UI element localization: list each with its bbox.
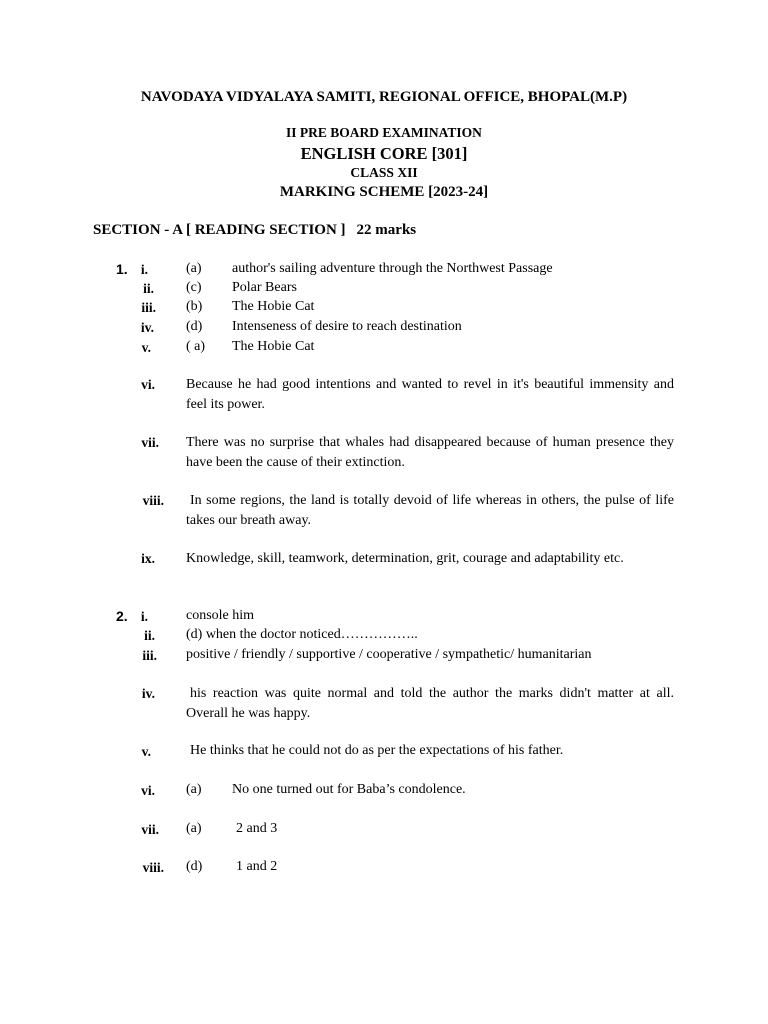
item-answer: 1 and 2 bbox=[236, 859, 278, 874]
item-answer: his reaction was quite normal and told the author the marks didn't matter at all. Overall he was happy. bbox=[186, 686, 674, 721]
item-roman: vii. bbox=[141, 822, 159, 837]
item-option: (d) bbox=[186, 859, 203, 874]
item-roman: viii. bbox=[142, 860, 164, 875]
item-option: ( a) bbox=[186, 339, 206, 354]
item-roman: iv. bbox=[140, 320, 154, 335]
section-title: SECTION - A [ READING SECTION ] bbox=[93, 222, 346, 238]
question-number: 2. bbox=[116, 608, 128, 624]
item-answer: He thinks that he could not do as per the expectations of his father. bbox=[190, 743, 564, 758]
section-heading bbox=[93, 222, 416, 239]
item-answer: The Hobie Cat bbox=[232, 299, 315, 314]
item-answer: The Hobie Cat bbox=[232, 339, 315, 354]
item-answer: In some regions, the land is totally devoid of life whereas in others, the pulse of life takes our breath away. bbox=[186, 493, 674, 528]
question-number: 1. bbox=[116, 261, 128, 277]
item-roman: iii. bbox=[141, 300, 156, 315]
item-roman: v. bbox=[141, 744, 151, 759]
item-answer: No one turned out for Baba’s condolence. bbox=[232, 782, 466, 797]
item-roman: ii. bbox=[144, 628, 155, 643]
item-answer: 2 and 3 bbox=[236, 821, 278, 836]
item-roman: viii. bbox=[142, 493, 164, 508]
organization-title: NAVODAYA VIDYALAYA SAMITI, REGIONAL OFFICE, BHOPAL(M.P) bbox=[140, 89, 628, 105]
item-answer: author's sailing adventure through the Northwest Passage bbox=[232, 261, 553, 276]
item-roman: iii. bbox=[142, 648, 157, 663]
item-answer: Knowledge, skill, teamwork, determination, grit, courage and adaptability etc. bbox=[186, 551, 624, 566]
item-roman: ix. bbox=[141, 551, 155, 566]
subject-title: ENGLISH CORE [301] bbox=[300, 144, 468, 163]
class-title: CLASS XII bbox=[350, 165, 418, 180]
section-marks: 22 marks bbox=[356, 222, 417, 238]
item-option: (d) bbox=[186, 319, 203, 334]
item-roman: vi. bbox=[141, 377, 155, 392]
exam-title: II PRE BOARD EXAMINATION bbox=[286, 125, 482, 140]
item-answer: positive / friendly / supportive / cooperative / sympathetic/ humanitarian bbox=[186, 647, 592, 662]
item-answer: Because he had good intentions and wanted to revel in it's beautiful immensity and feel its power. bbox=[186, 377, 674, 412]
item-answer: Intenseness of desire to reach destination bbox=[232, 319, 462, 334]
item-answer: (d) when the doctor noticed…………….. bbox=[186, 627, 418, 642]
item-roman: vii. bbox=[141, 435, 159, 450]
item-answer: Polar Bears bbox=[232, 280, 297, 295]
item-roman: i. bbox=[140, 262, 148, 277]
item-roman: v. bbox=[141, 340, 151, 355]
item-option: (a) bbox=[186, 821, 202, 836]
item-roman: i. bbox=[140, 609, 148, 624]
marking-scheme-title: MARKING SCHEME [2023-24] bbox=[279, 184, 489, 200]
item-option: (a) bbox=[186, 261, 202, 276]
item-answer: console him bbox=[186, 608, 255, 623]
item-answer: There was no surprise that whales had disappeared because of human presence they have been the cause of their extinction. bbox=[186, 435, 674, 470]
item-roman: ii. bbox=[143, 281, 154, 296]
item-roman: vi. bbox=[141, 783, 155, 798]
item-option: (b) bbox=[186, 299, 203, 314]
item-option: (a) bbox=[186, 782, 202, 797]
item-option: (c) bbox=[186, 280, 202, 295]
item-roman: iv. bbox=[141, 686, 155, 701]
